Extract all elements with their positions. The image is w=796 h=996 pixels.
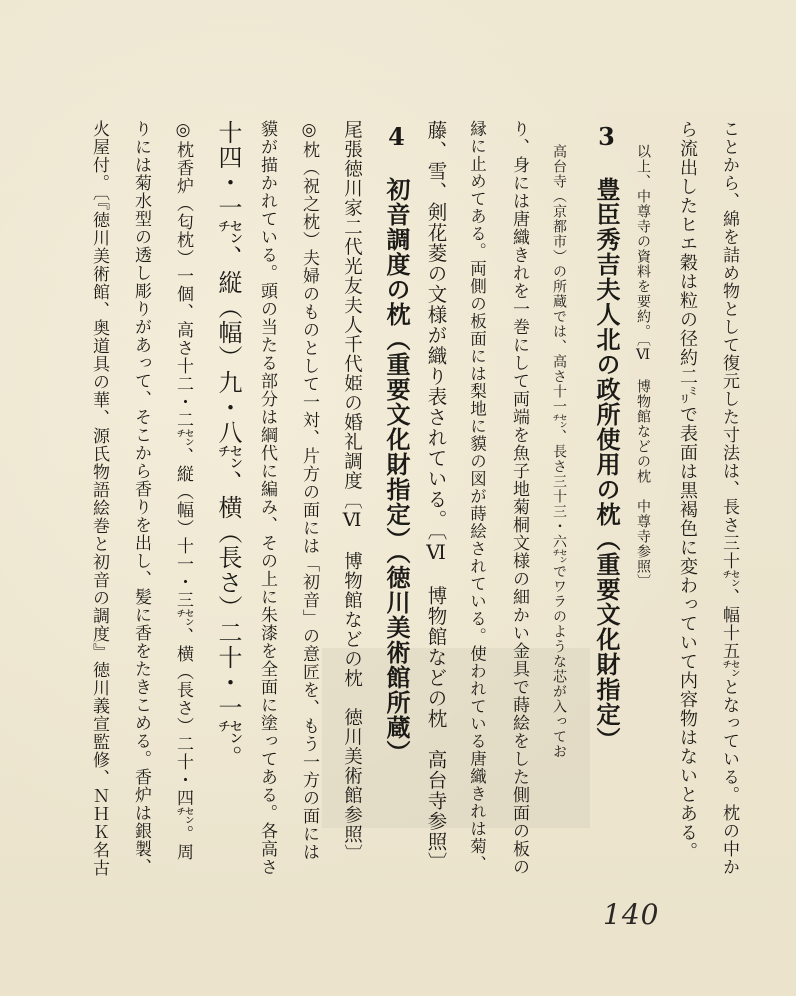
text-column: ことから、綿を詰め物として復元した寸法は、長さ三十㌢、幅十五㌢となっている。枕の中か [719, 120, 739, 876]
text-column: 十四・一㌢、縦（幅）九・八㌢、横（長さ）二十・一㌢。 [214, 120, 242, 770]
text-column: ◎枕香炉（匂枕）一個、高さ十二・二㌢、縦（幅）十一・三㌢、横（長さ）二十・四㌢。周 [173, 120, 193, 861]
text-column: 高台寺（京都市）の所蔵では、高さ十一㌢、長さ三十三・六㌢でワラのような芯が入ってお [551, 144, 567, 759]
section-heading: 3 豊臣秀吉夫人北の政所使用の枕（重要文化財指定） [592, 122, 621, 752]
text-column: ら流出したヒエ穀は粒の径約二㍉で表面は黒褐色に変わっていて内容物はないとある。 [677, 120, 698, 861]
text-column: 貘が描かれている。頭の当たる部分は綱代に編み、その上に朱漆を全面に塗ってある。各高さ [257, 120, 277, 876]
text-column: 火屋付。〔『徳川美術館、奥道具の華、源氏物語絵巻と初音の調度』徳川義宣監修、ＮＨＫ名古 [89, 120, 109, 877]
page-number: 140 [603, 898, 660, 931]
text-column: り、身には唐織きれを一巻にして両端を魚子地菊桐文様の細かい金具で蒔絵をした側面の板の [509, 120, 529, 876]
text-column: りには菊水型の透し彫りがあって、そこから香りを出し、髪に香をたきこめる。香炉は銀製、 [131, 120, 151, 876]
text-column: ◎枕（祝之枕）夫婦のものとして一対、片方の面には「初音」の意匠を、もう一方の面には [299, 120, 319, 861]
text-column: 藤、雪、剣花菱の文様が織り表されている。〔Ⅵ 博物館などの枕 高台寺参照〕 [424, 120, 448, 873]
text-column: 縁に止めてある。両側の板面には梨地に貘の図が蒔絵されている。使われている唐織きれは菊、 [467, 120, 487, 873]
text-column: 尾張徳川家二代光友夫人千代姫の婚礼調度〔Ⅵ 博物館などの枕 徳川美術館参照〕 [341, 120, 363, 864]
text-column: 以上、中尊寺の資料を要約。〔Ⅵ 博物館などの枕 中尊寺参照〕 [635, 144, 651, 589]
section-heading: 4 初音調度の枕（重要文化財指定）（徳川美術館所蔵） [382, 122, 411, 765]
